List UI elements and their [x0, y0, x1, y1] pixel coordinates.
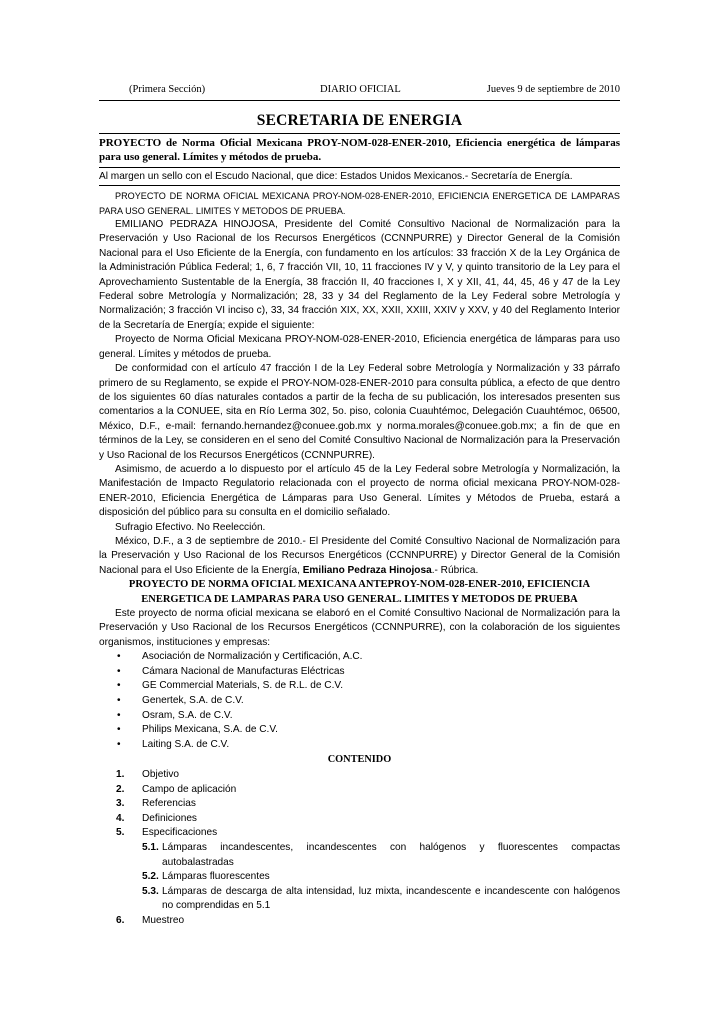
project-title: PROYECTO de Norma Oficial Mexicana PROY-NOM-028-ENER-2010, Eficiencia energética de lámparas para uso general. Límites y métodos de prueba. [99, 137, 620, 164]
list-item: • GE Commercial Materials, S. de R.L. de C.V. [99, 679, 620, 694]
toc-number: 5.2. [142, 871, 159, 883]
toc-item [99, 783, 620, 798]
toc-label: Lámparas incandescentes, incandescentes con halógenos y fluorescentes compactas autobalastradas [162, 841, 620, 868]
toc-label: Lámparas de descarga de alta intensidad, luz mixta, incandescente e incandescente con halógenos no comprendidas en 5.1 [162, 885, 620, 912]
rubrica-text: .- Rúbrica. [431, 564, 479, 576]
bullet-icon: • [117, 738, 121, 750]
toc-number: 4. [116, 812, 125, 824]
document-body [99, 112, 620, 929]
page-header [99, 84, 620, 100]
header-rule [99, 100, 620, 101]
secretaria-title: SECRETARIA DE ENERGIA [256, 112, 463, 129]
caps-title: PROYECTO DE NORMA OFICIAL MEXICANA PROY-NOM-028-ENER-2010, EFICIENCIA ENERGETICA DE LAMPARAS PARA USO GENERAL. LIMITES Y METODOS DE PRUEBA. [99, 191, 620, 216]
toc-label: Especificaciones [142, 827, 218, 839]
toc-item [99, 797, 620, 812]
toc-item [99, 826, 620, 841]
project-paragraph: Proyecto de Norma Oficial Mexicana PROY-NOM-028-ENER-2010, Eficiencia energética de lámparas para uso general. Límites y métodos de prueba. [99, 334, 620, 360]
toc-number: 2. [116, 783, 125, 795]
contenido-heading: CONTENIDO [327, 754, 392, 766]
bullet-icon: • [117, 651, 121, 663]
header-date: Jueves 9 de septiembre de 2010 [486, 84, 620, 95]
intro-paragraph: EMILIANO PEDRAZA HINOJOSA, Presidente del Comité Consultivo Nacional de Normalización para la Preservación y Uso Racional de los Recursos Energéticos (CCNNPURRE) y Director General de la Comisión Nacional para el Uso Eficiente de la Energía, con fundamento en los artículos: 33 fracción X de la Ley Orgánica de la Administración Pública Federal; 1, 6, 7 fracción VII, 10, 11 fracciones IV y V, y quinto transitorio de la Ley para el Aprovechamiento Sustentable de la Energía, 38 fracción II, 40 fracciones I, X y XII, 41, 44, 45, 46 y 47 de la Ley Federal sobre Metrología y Normalización; 28, 33 y 34 del Reglamento de la Ley Federal sobre Metrología y Normalización; 3 fracción VI inciso c), 33, 34 fracción XIX, XX, XXII, XXIII, XXIV y XXV, y 40 del Reglamento Interior de la Secretaría de Energía; expide el siguiente: [99, 219, 620, 331]
toc-label: Referencias [142, 798, 196, 810]
signatory-name: Emiliano Pedraza Hinojosa [302, 564, 432, 576]
toc-subitem [99, 870, 620, 885]
toc-number: 3. [116, 798, 125, 810]
toc-label: Lámparas fluorescentes [162, 871, 270, 883]
asimismo-paragraph: Asimismo, de acuerdo a lo dispuesto por el artículo 45 de la Ley Federal sobre Metrología y Normalización, la Manifestación de Impacto Regulatorio relacionada con el proyecto de norma oficial mexicana PROY-NOM-028-ENER-2010, Eficiencia Energética de Lámparas para Uso General. Límites y Métodos de Prueba, estará a disposición del público para su consulta en el domicilio señalado. [99, 463, 620, 519]
toc-label: Campo de aplicación [142, 783, 237, 795]
toc-number: 1. [116, 768, 125, 780]
toc-label: Definiciones [142, 812, 197, 824]
bullet-icon: • [117, 724, 121, 736]
toc-label: Objetivo [142, 768, 180, 780]
bullet-icon: • [117, 709, 121, 721]
toc-item [99, 914, 620, 929]
margin-rule [99, 185, 620, 186]
anteproyecto-title: PROYECTO DE NORMA OFICIAL MEXICANA ANTEPROY-NOM-028-ENER-2010, EFICIENCIA ENERGETICA DE LAMPARAS PARA USO GENERAL. LIMITES Y METODOS DE PRUEBA [128, 579, 591, 605]
toc-subitem [99, 885, 620, 914]
toc-number: 5.1. [142, 841, 159, 853]
list-item: • Asociación de Normalización y Certificación, A.C. [99, 650, 620, 665]
conformidad-paragraph: De conformidad con el artículo 47 fracción I de la Ley Federal sobre Metrología y Normalización y 33 párrafo primero de su Reglamento, se expide el PROY-NOM-028-ENER-2010 para consulta pública, a efecto de que dentro de los siguientes 60 días naturales contados a partir de la fecha de su publicación, los interesados presenten sus comentarios a la CONUEE, sita en Río Lerma 302, 5o. piso, colonia Cuauhtémoc, Delegación Cuauhtémoc, 06500, México, D.F., e-mail: fernando.hernandez@conuee.gob.mx y norma.morales@conuee.gob.mx; a fin de que en términos de la Ley, se consideren en el seno del Comité Consultivo Nacional de Normalización para la Preservación y Uso Racional de los Recursos Energéticos (CCNNPURRE). [99, 363, 620, 461]
header-section: (Primera Sección) [129, 84, 206, 95]
toc-subitem [99, 841, 620, 870]
mexico-text: México, D.F., a 3 de septiembre de 2010.- El Presidente del Comité Consultivo Nacional de Normalización para la Preservación y Uso Racional de los Recursos Energéticos (CCNNPURRE) y Director General de la Comisión Nacional para el Uso Eficiente de la Energía, [99, 535, 620, 576]
bullet-icon: • [117, 680, 121, 692]
organizations-list [99, 650, 620, 752]
margin-note: Al margen un sello con el Escudo Nacional, que dice: Estados Unidos Mexicanos.- Secretaría de Energía. [99, 170, 573, 182]
header-publication: DIARIO OFICIAL [320, 84, 401, 95]
toc-number: 5. [116, 827, 125, 839]
toc-item [99, 812, 620, 827]
bullet-icon: • [117, 665, 121, 677]
mexico-paragraph [99, 535, 620, 578]
toc-number: 5.3. [142, 885, 159, 897]
list-item: • Genertek, S.A. de C.V. [99, 694, 620, 709]
list-item: • Cámara Nacional de Manufacturas Eléctricas [99, 665, 620, 680]
toc-label: Muestreo [142, 914, 185, 926]
list-item: • Laiting S.A. de C.V. [99, 738, 620, 753]
toc-item [99, 768, 620, 783]
toc-number: 6. [116, 914, 125, 926]
sufragio-paragraph: Sufragio Efectivo. No Reelección. [115, 521, 266, 533]
bullet-icon: • [117, 695, 121, 706]
list-item: • Philips Mexicana, S.A. de C.V. [99, 723, 620, 738]
list-item: • Osram, S.A. de C.V. [99, 709, 620, 724]
title-rule [99, 133, 620, 134]
project-rule [99, 167, 620, 168]
elaboro-paragraph: Este proyecto de norma oficial mexicana se elaboró en el Comité Consultivo Nacional de Normalización para la Preservación y Uso Racional de los Recursos Energéticos (CCNNPURRE), con la colaboración de los siguientes organismos, instituciones y empresas: [99, 608, 620, 648]
